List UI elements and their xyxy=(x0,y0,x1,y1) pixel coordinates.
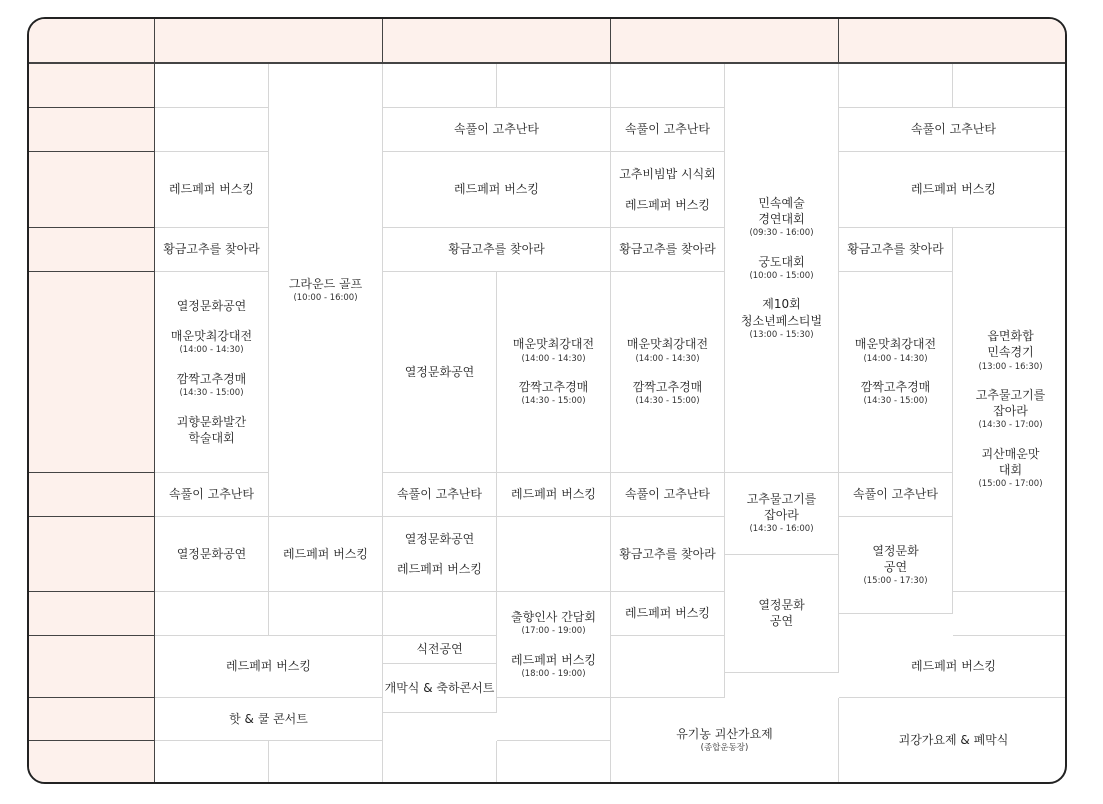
event-title: 레드페퍼 버스킹 xyxy=(454,182,539,197)
event-title: 고추물고기를 xyxy=(975,388,1046,403)
header-day xyxy=(839,19,1067,64)
event-title: 레드페퍼 버스킹 xyxy=(911,182,996,197)
event-title: 열정문화공연 xyxy=(176,546,247,561)
event-title: 매운맛최강대전 xyxy=(170,329,253,344)
event-title: 깜짝고추경매 xyxy=(632,380,703,394)
empty-cell xyxy=(611,64,725,108)
event-title: 깜짝고추경매 xyxy=(518,380,589,394)
event-title: 열정문화 xyxy=(758,598,805,613)
event-title: 유기농 괴산가요제 xyxy=(676,727,773,742)
event-time: (13:00 - 16:30) xyxy=(978,361,1043,372)
event-title: 황금고추를 찾아라 xyxy=(847,242,944,257)
event-cell xyxy=(383,517,497,592)
event-time: (14:30 - 17:00) xyxy=(978,420,1043,431)
time-slot xyxy=(29,517,155,592)
event-cell xyxy=(155,698,383,741)
event-title: 민속경기 xyxy=(987,345,1034,360)
empty-cell xyxy=(839,64,953,108)
event-time: (14:30 - 15:00) xyxy=(863,396,928,407)
event-time: (15:00 - 17:30) xyxy=(863,575,928,586)
event-title: 레드페퍼 버스킹 xyxy=(625,606,710,621)
event-cell xyxy=(383,636,497,664)
empty-cell xyxy=(269,741,383,784)
time-slot xyxy=(29,698,155,741)
event-cell xyxy=(839,152,1067,228)
time-slot xyxy=(29,741,155,784)
event-title: 매운맛최강대전 xyxy=(626,337,709,352)
event-cell xyxy=(839,698,1067,784)
empty-cell xyxy=(497,64,611,108)
empty-cell xyxy=(155,108,269,152)
event-cell xyxy=(953,228,1067,592)
event-time: (종합운동장) xyxy=(700,743,749,754)
event-title: 레드페퍼 버스킹 xyxy=(911,659,996,674)
event-title: 황금고추를 찾아라 xyxy=(448,242,545,257)
event-title: 속풀이 고추난타 xyxy=(454,122,539,137)
event-time: (10:00 - 15:00) xyxy=(749,270,814,281)
event-title: 열정문화 xyxy=(872,543,919,558)
event-title: 레드페퍼 버스킹 xyxy=(397,562,482,576)
time-slot xyxy=(29,592,155,636)
event-cell xyxy=(497,272,611,473)
event-title: 핫 & 쿨 콘서트 xyxy=(229,711,308,726)
event-time: (18:00 - 19:00) xyxy=(521,668,586,679)
empty-cell xyxy=(155,64,269,108)
empty-cell xyxy=(383,592,497,636)
event-title: 공연 xyxy=(883,559,908,574)
empty-cell xyxy=(497,698,611,741)
event-cell xyxy=(383,228,611,272)
header-day xyxy=(611,19,839,64)
event-cell xyxy=(155,517,269,592)
event-cell xyxy=(725,64,839,473)
event-cell xyxy=(155,272,269,473)
event-title: 깜짝고추경매 xyxy=(860,380,931,394)
event-title: 열정문화공연 xyxy=(404,531,475,546)
empty-cell xyxy=(383,64,497,108)
event-cell xyxy=(155,473,269,517)
empty-cell xyxy=(269,592,383,636)
event-title: 레드페퍼 버스킹 xyxy=(226,659,311,674)
event-cell xyxy=(839,228,953,272)
event-cell xyxy=(611,152,725,228)
event-cell xyxy=(383,152,611,228)
event-cell xyxy=(611,473,725,517)
schedule-table xyxy=(27,17,1067,784)
event-cell xyxy=(611,272,725,473)
event-cell xyxy=(611,108,725,152)
event-cell xyxy=(839,636,1067,698)
event-title: 궁도대회 xyxy=(758,254,805,269)
time-slot xyxy=(29,272,155,473)
event-title: 속풀이 고추난타 xyxy=(911,122,996,137)
time-slot xyxy=(29,152,155,228)
event-title: 레드페퍼 버스킹 xyxy=(169,182,254,197)
event-time: (14:00 - 14:30) xyxy=(863,353,928,364)
event-time: (14:00 - 14:30) xyxy=(521,353,586,364)
empty-cell xyxy=(497,517,611,592)
event-time: (10:00 - 16:00) xyxy=(293,292,358,303)
event-cell xyxy=(497,473,611,517)
event-time: (14:30 - 15:00) xyxy=(635,396,700,407)
event-time: (14:00 - 14:30) xyxy=(179,345,244,356)
event-title: 황금고추를 찾아라 xyxy=(619,546,716,561)
event-title: 속풀이 고추난타 xyxy=(397,487,482,502)
empty-cell xyxy=(155,592,269,636)
event-cell xyxy=(269,64,383,517)
empty-cell xyxy=(953,592,1067,636)
event-title: 민속예술 xyxy=(758,195,805,210)
event-title: 경연대회 xyxy=(758,212,805,227)
event-title: 속풀이 고추난타 xyxy=(625,487,710,502)
event-cell xyxy=(725,555,839,674)
event-title: 황금고추를 찾아라 xyxy=(163,242,260,257)
event-cell xyxy=(611,592,725,636)
time-slot xyxy=(29,636,155,698)
event-cell xyxy=(383,108,611,152)
event-time: (14:00 - 14:30) xyxy=(635,353,700,364)
header-day xyxy=(155,19,383,64)
event-title: 제10회 xyxy=(762,297,801,312)
event-title: 괴향문화발간 xyxy=(176,414,247,429)
header-day xyxy=(383,19,611,64)
event-title: 식전공연 xyxy=(416,642,463,657)
event-title: 레드페퍼 버스킹 xyxy=(511,652,596,667)
empty-cell xyxy=(497,741,611,784)
event-title: 출향인사 간담회 xyxy=(511,609,596,624)
event-title: 청소년페스티벌 xyxy=(740,313,823,328)
event-time: (14:30 - 15:00) xyxy=(179,388,244,399)
event-cell xyxy=(839,473,953,517)
event-title: 황금고추를 찾아라 xyxy=(619,242,716,257)
event-title: 속풀이 고추난타 xyxy=(853,487,938,502)
event-title: 공연 xyxy=(769,614,794,629)
event-title: 매운맛최강대전 xyxy=(512,337,595,352)
event-cell xyxy=(155,636,383,698)
event-cell xyxy=(611,517,725,592)
empty-cell xyxy=(383,741,497,784)
event-cell xyxy=(839,517,953,614)
event-title: 고추물고기를 xyxy=(746,491,817,506)
event-cell xyxy=(725,473,839,555)
event-title: 속풀이 고추난타 xyxy=(625,122,710,137)
event-time: (14:30 - 16:00) xyxy=(749,524,814,535)
event-title: 매운맛최강대전 xyxy=(854,337,937,352)
empty-cell xyxy=(155,741,269,784)
event-title: 열정문화공연 xyxy=(404,364,475,379)
event-cell xyxy=(383,473,497,517)
event-time: (14:30 - 15:00) xyxy=(521,396,586,407)
event-time: (17:00 - 19:00) xyxy=(521,626,586,637)
event-title: 괴강가요제 & 폐막식 xyxy=(898,733,1009,748)
event-title: 잡아라 xyxy=(764,508,799,523)
event-title: 학술대회 xyxy=(188,430,235,445)
event-title: 개막식 & 축하콘서트 xyxy=(384,680,495,695)
empty-cell xyxy=(611,636,725,698)
time-slot xyxy=(29,473,155,517)
event-title: 레드페퍼 버스킹 xyxy=(511,487,596,502)
event-title: 잡아라 xyxy=(993,404,1028,419)
time-slot xyxy=(29,108,155,152)
event-title: 레드페퍼 버스킹 xyxy=(283,546,368,561)
event-time: (09:30 - 16:00) xyxy=(749,228,814,239)
event-cell xyxy=(383,272,497,473)
event-cell xyxy=(497,592,611,698)
event-cell xyxy=(611,228,725,272)
event-cell xyxy=(155,152,269,228)
header-time xyxy=(29,19,155,64)
event-cell xyxy=(839,108,1067,152)
event-cell xyxy=(611,698,839,784)
event-title: 대회 xyxy=(998,463,1023,478)
time-slot xyxy=(29,64,155,108)
event-title: 괴산매운맛 xyxy=(981,446,1040,461)
event-title: 고추비빔밥 시식회 xyxy=(619,167,716,182)
event-title: 읍면화합 xyxy=(987,329,1034,344)
event-title: 속풀이 고추난타 xyxy=(169,487,254,502)
time-slot xyxy=(29,228,155,272)
event-title: 깜짝고추경매 xyxy=(176,371,247,386)
event-cell xyxy=(383,664,497,713)
empty-cell xyxy=(953,64,1067,108)
event-time: (13:00 - 15:30) xyxy=(749,329,814,340)
event-cell xyxy=(839,272,953,473)
event-cell xyxy=(155,228,269,272)
event-cell xyxy=(269,517,383,592)
event-title: 레드페퍼 버스킹 xyxy=(625,197,710,212)
event-time: (15:00 - 17:00) xyxy=(978,479,1043,490)
event-title: 그라운드 골프 xyxy=(288,276,363,291)
event-title: 열정문화공연 xyxy=(176,299,247,314)
